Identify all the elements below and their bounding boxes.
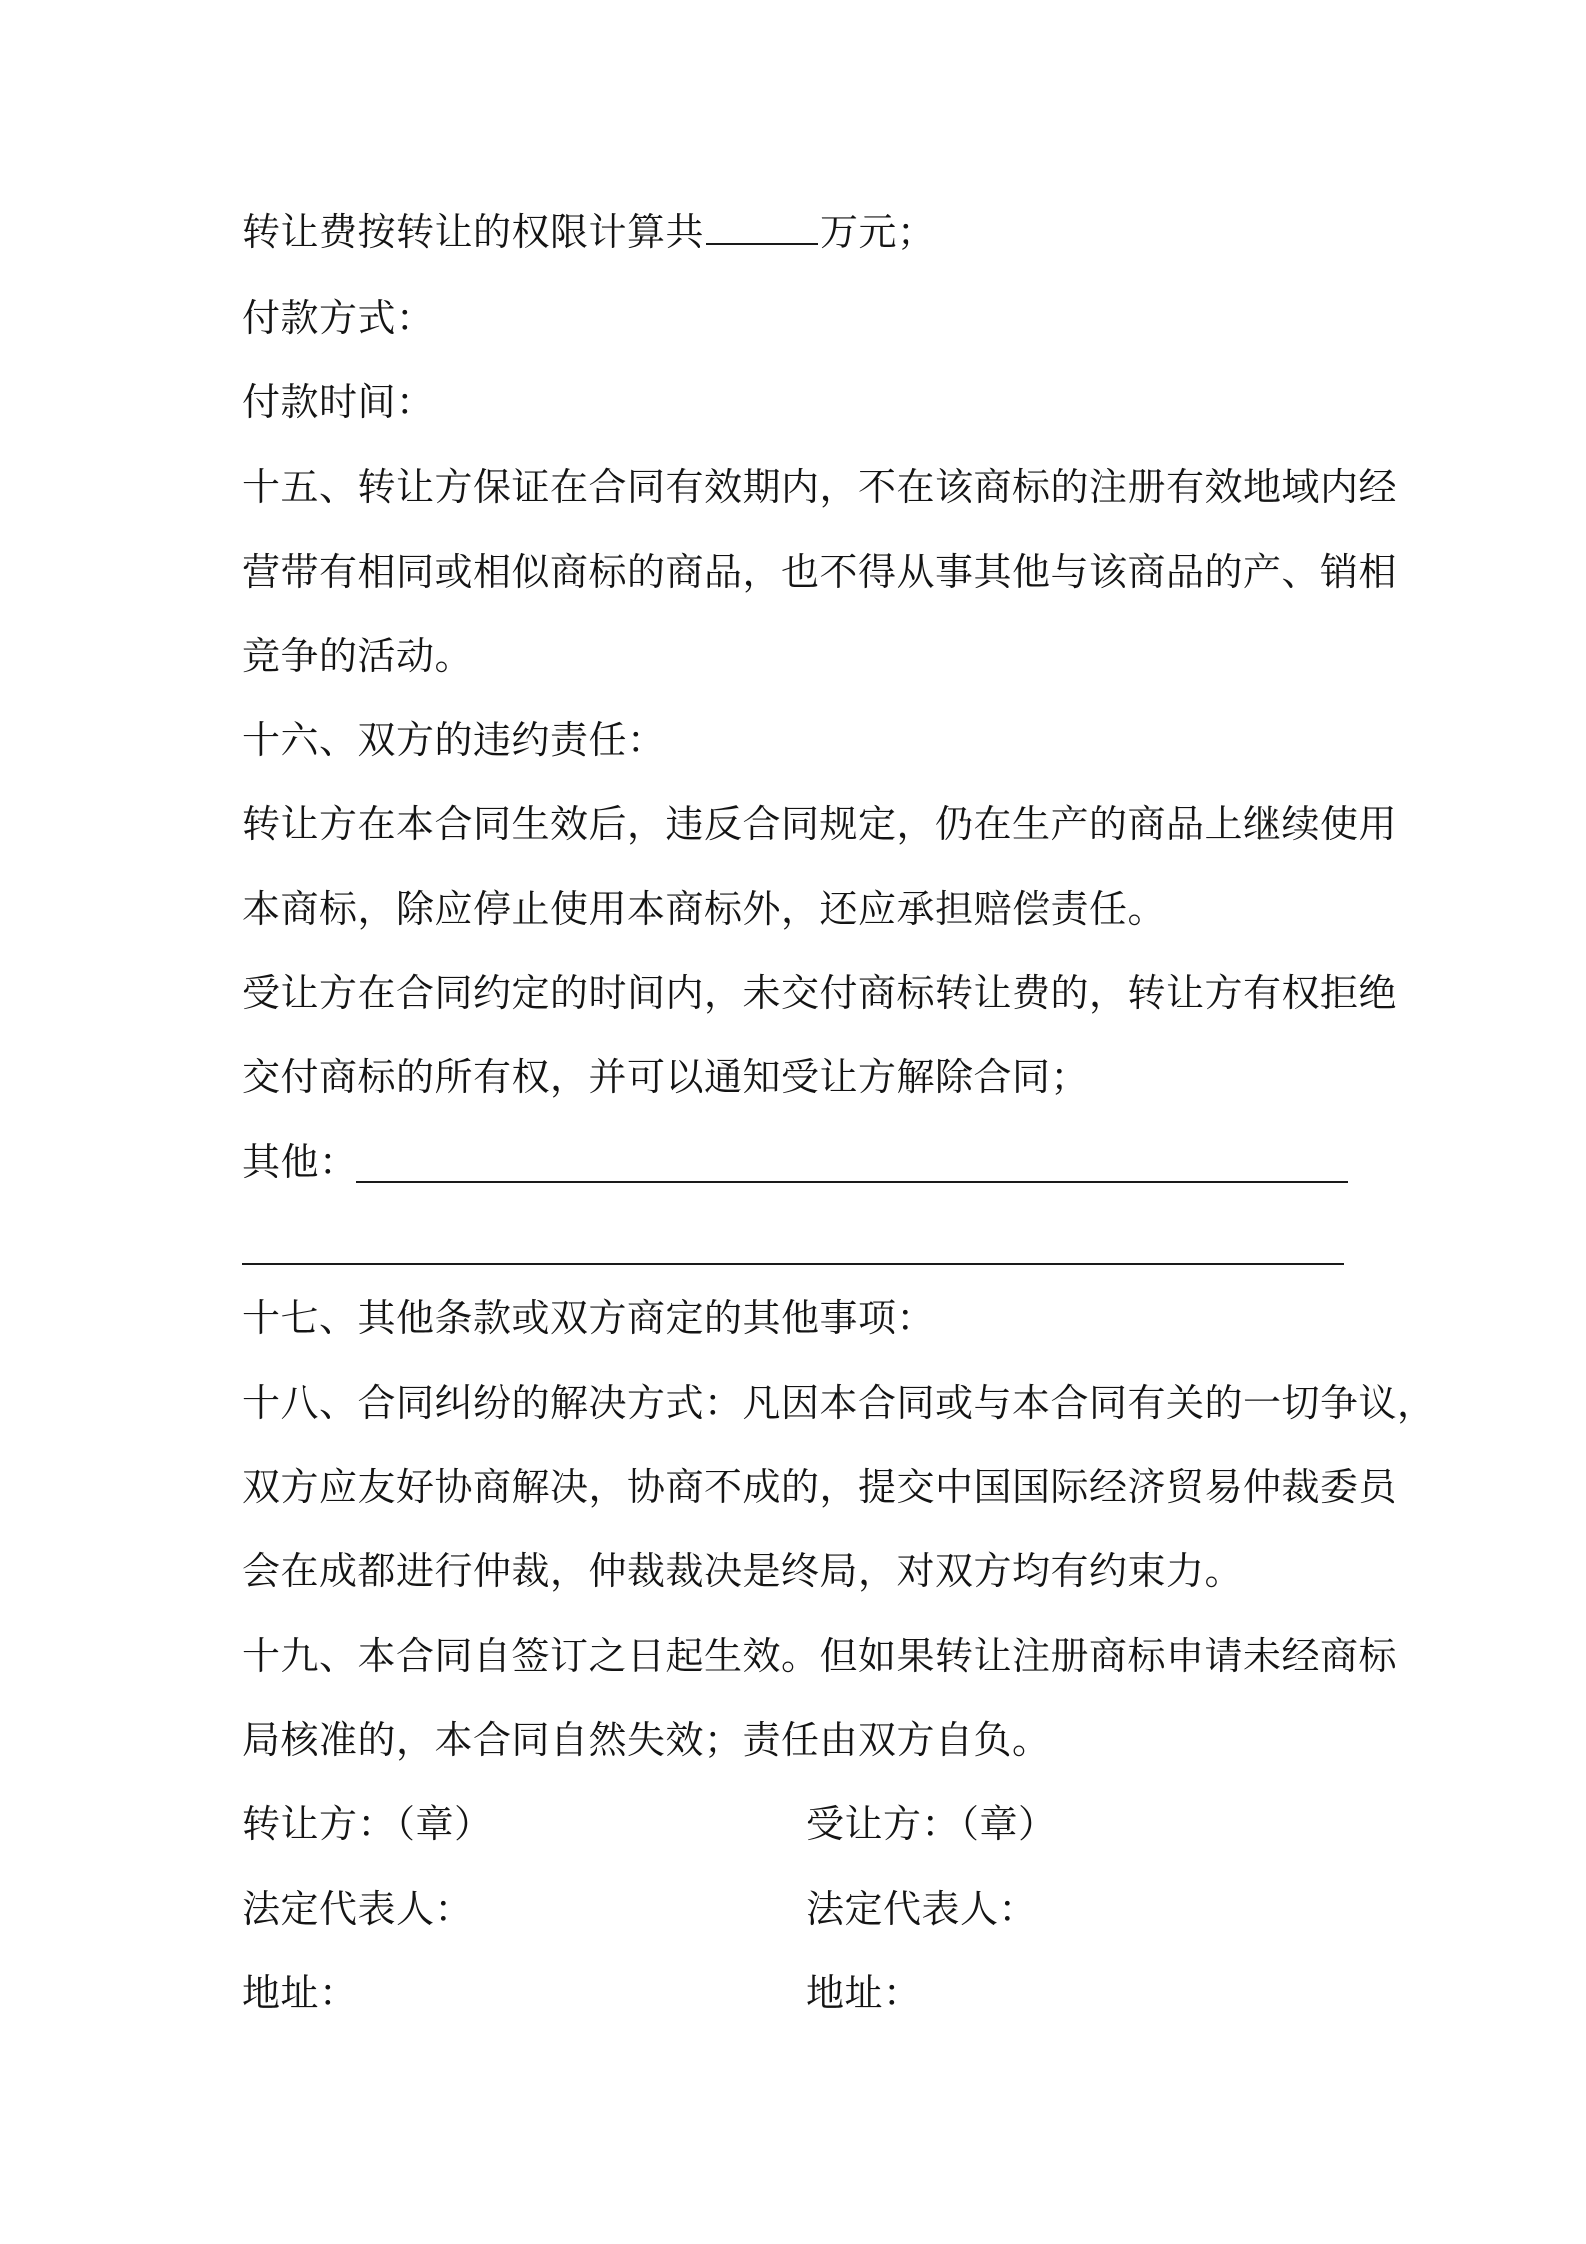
transferor-party-label: 转让方：（章）	[242, 1802, 493, 1846]
transferee-party-label: 受让方：（章）	[806, 1802, 1057, 1846]
clause-16-title: 十六、双方的违约责任：	[242, 718, 666, 762]
clause-15-line-3: 竞争的活动。	[242, 634, 474, 678]
clause-18-line-3: 会在成都进行仲裁，仲裁裁决是终局，对双方均有约束力。	[242, 1549, 1244, 1593]
transferee-address-label: 地址：	[806, 1971, 922, 2015]
clause-19-line-1: 十九、本合同自签订之日起生效。但如果转让注册商标申请未经商标	[242, 1634, 1398, 1678]
transferor-legal-rep-label: 法定代表人：	[242, 1887, 474, 1931]
clause-15-line-2: 营带有相同或相似商标的商品，也不得从事其他与该商品的产、销相	[242, 550, 1398, 594]
clause-16-p2-line-1: 受让方在合同约定的时间内，未交付商标转让费的，转让方有权拒绝	[242, 971, 1398, 1015]
clause-16-p2-line-2: 交付商标的所有权，并可以通知受让方解除合同；	[242, 1055, 1090, 1099]
other-blank-line-2	[242, 1263, 1344, 1265]
payment-method-label: 付款方式：	[242, 296, 435, 340]
payment-time-label: 付款时间：	[242, 380, 435, 424]
clause-18-line-2: 双方应友好协商解决，协商不成的，提交中国国际经济贸易仲裁委员	[242, 1465, 1398, 1509]
transfer-fee-amount-blank	[706, 213, 818, 245]
clause-16-p1-line-1: 转让方在本合同生效后，违反合同规定，仍在生产的商品上继续使用	[242, 802, 1398, 846]
transfer-fee-suffix: 万元；	[820, 210, 936, 254]
clause-15-line-1: 十五、转让方保证在合同有效期内，不在该商标的注册有效地域内经	[242, 465, 1398, 509]
clause-17: 十七、其他条款或双方商定的其他事项：	[242, 1296, 936, 1340]
clause-16-p1-line-2: 本商标，除应停止使用本商标外，还应承担赔偿责任。	[242, 887, 1167, 931]
transferor-address-label: 地址：	[242, 1971, 358, 2015]
transfer-fee-line	[242, 206, 936, 258]
other-label: 其他：	[242, 1140, 358, 1184]
transferee-legal-rep-label: 法定代表人：	[806, 1887, 1038, 1931]
clause-18-line-1: 十八、合同纠纷的解决方式：凡因本合同或与本合同有关的一切争议，	[242, 1381, 1436, 1425]
clause-19-line-2: 局核准的，本合同自然失效；责任由双方自负。	[242, 1718, 1051, 1762]
transfer-fee-prefix: 转让费按转让的权限计算共	[242, 210, 705, 254]
other-blank-line-1	[356, 1181, 1348, 1183]
